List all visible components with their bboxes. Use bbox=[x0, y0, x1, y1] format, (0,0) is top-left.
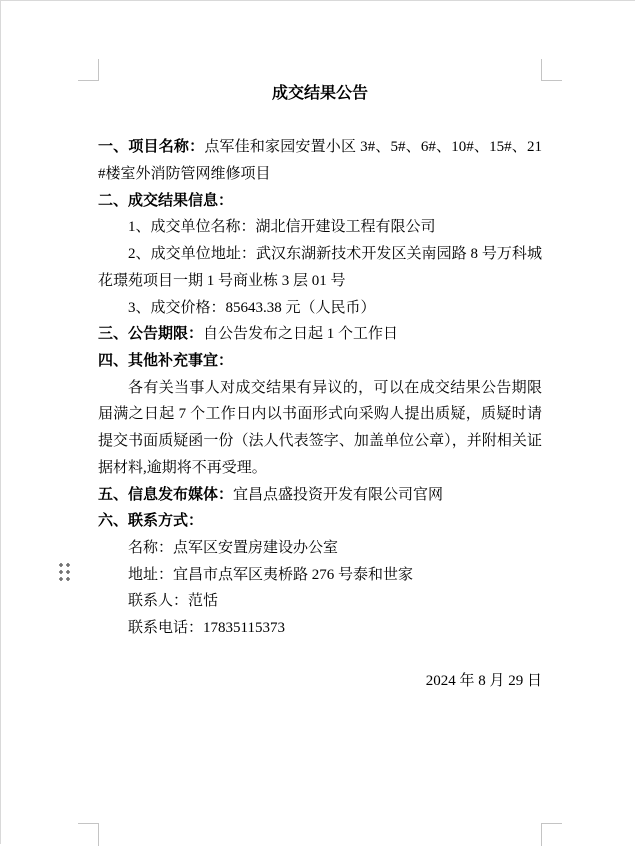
text-segment: 点军佳和家园安置小区 3#、5#、6#、10#、15#、21#楼室外消防管网维修项目 bbox=[98, 139, 542, 183]
text-segment: 联系人：范恬 bbox=[128, 593, 219, 610]
text-segment: 3、成交价格：85643.38 元（人民币） bbox=[128, 299, 376, 316]
paragraph-contact-person bbox=[98, 588, 542, 615]
text-segment: 各有关当事人对成交结果有异议的，可以在成交结果公告期限届满之日起 7 个工作日内以书面形式向采购人提出质疑，质疑时请提交书面质疑函一份（法人代表签字、加盖单位公章），并附相关证据材料,逾期将不再受理。 bbox=[98, 379, 542, 476]
text-boundary-mark-bottom-left bbox=[78, 823, 99, 846]
drag-handle-dot bbox=[59, 577, 63, 581]
paragraph-project-name bbox=[98, 134, 542, 187]
text-segment: 2、成交单位地址：武汉东湖新技术开发区关南园路 8 号万科城花璟苑项目一期 1 号商业栋 3 层 01 号 bbox=[98, 246, 542, 289]
paragraph-winner-address bbox=[98, 241, 542, 294]
text-boundary-mark-top-right bbox=[541, 59, 562, 81]
drag-handle-dot bbox=[66, 570, 70, 574]
blank-line bbox=[98, 108, 542, 135]
text-segment: 地址：宜昌市点军区夷桥路 276 号泰和世家 bbox=[128, 566, 414, 583]
drag-handle-dot bbox=[59, 570, 63, 574]
paragraph-announcement-period bbox=[98, 321, 542, 348]
text-segment: 宜昌点盛投资开发有限公司官网 bbox=[233, 486, 444, 503]
label-segment: 二、成交结果信息： bbox=[98, 192, 234, 209]
drag-handle-dot bbox=[66, 563, 70, 567]
paragraph-contact-heading bbox=[98, 508, 542, 535]
text-segment: 名称：点军区安置房建设办公室 bbox=[128, 539, 339, 556]
label-segment: 三、公告期限： bbox=[98, 326, 204, 343]
paragraph-contact-name bbox=[98, 535, 542, 562]
paragraph-contact-phone bbox=[98, 615, 542, 642]
drag-handle-dot bbox=[66, 577, 70, 581]
paragraph-publish-media bbox=[98, 482, 542, 509]
text-boundary-mark-top-left bbox=[78, 59, 99, 81]
document-date: 2024 年 8 月 29 日 bbox=[425, 673, 542, 690]
paragraph-contact-address bbox=[98, 562, 542, 589]
drag-handle-icon[interactable] bbox=[59, 563, 70, 581]
label-segment: 四、其他补充事宜： bbox=[98, 353, 234, 369]
paragraph-result-info-heading bbox=[98, 188, 542, 215]
paragraph-winner-name bbox=[98, 214, 542, 241]
paragraph-deal-price bbox=[98, 295, 542, 322]
document-title: 成交结果公告 bbox=[271, 85, 368, 102]
document-content bbox=[98, 81, 542, 695]
text-segment: 1、成交单位名称：湖北信开建设工程有限公司 bbox=[128, 219, 436, 236]
blank-line bbox=[98, 642, 542, 669]
paragraph-other-matters-heading bbox=[98, 348, 542, 375]
label-segment: 六、联系方式： bbox=[98, 513, 204, 530]
label-segment: 五、信息发布媒体： bbox=[98, 486, 234, 503]
text-segment: 联系电话：17835115373 bbox=[128, 620, 285, 637]
text-segment: 自公告发布之日起 1 个工作日 bbox=[203, 326, 399, 343]
document-body bbox=[98, 134, 542, 641]
text-boundary-mark-bottom-right bbox=[541, 823, 562, 846]
drag-handle-dot bbox=[59, 563, 63, 567]
label-segment: 一、项目名称： bbox=[98, 139, 205, 156]
paragraph-other-matters-body bbox=[98, 375, 542, 482]
